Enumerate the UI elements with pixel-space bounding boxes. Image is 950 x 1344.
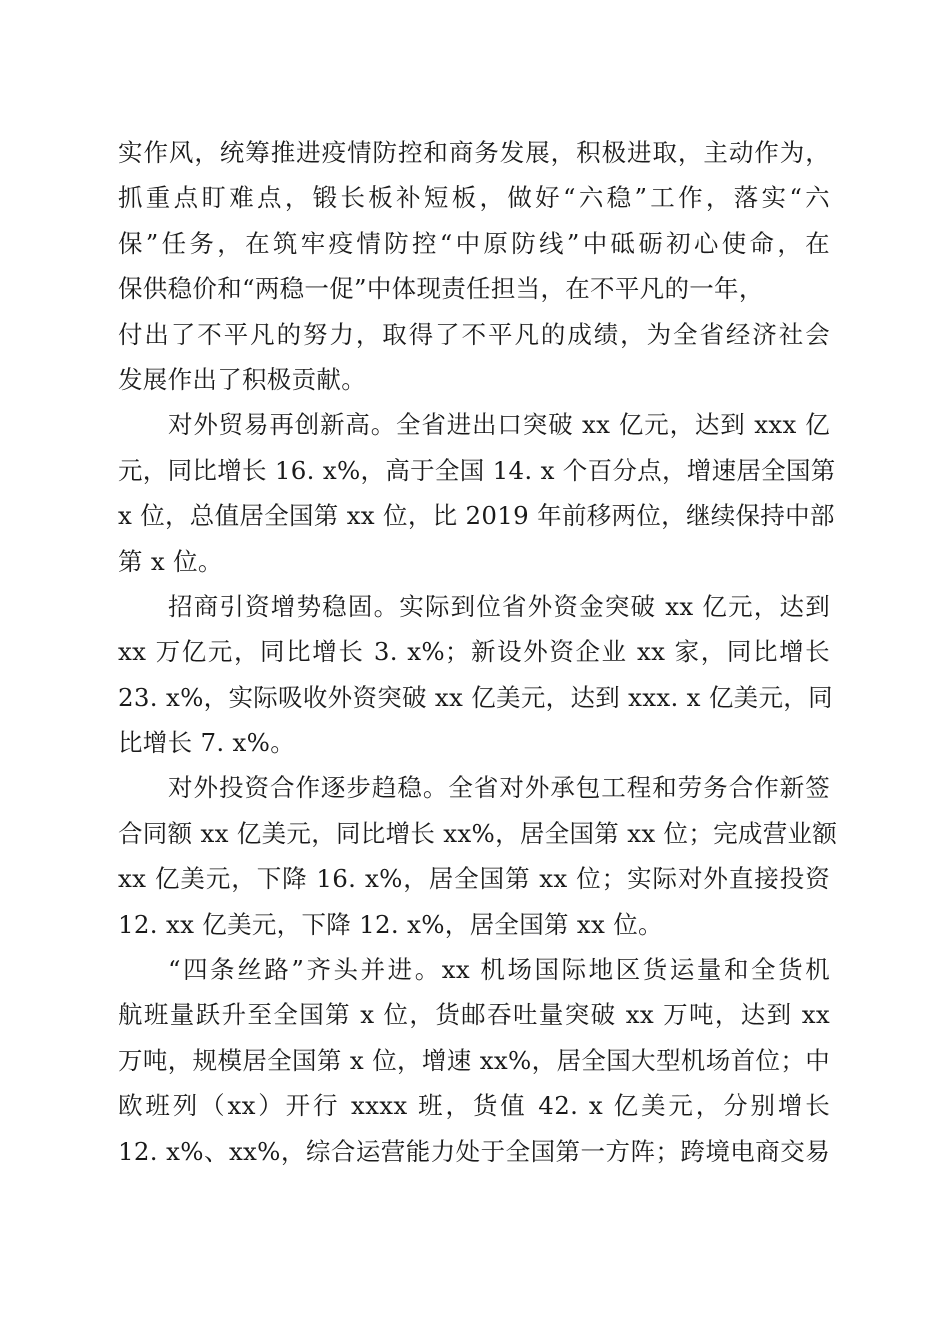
paragraph-1-line-2: 抓重点盯难点，锻长板补短板，做好“六稳”工作，落实“六	[118, 183, 830, 213]
document-body	[118, 130, 838, 1174]
paragraph-3-line-1: 招商引资增势稳固。实际到位省外资金突破 xx 亿元，达到	[168, 591, 830, 621]
paragraph-2-line-3: x 位，总值居全国第 xx 位，比 2019 年前移两位，继续保持中部	[118, 501, 835, 531]
paragraph-4-line-3: xx 亿美元，下降 16. x%，居全国第 xx 位；实际对外直接投资	[118, 864, 830, 894]
paragraph-3-line-3: 23. x%，实际吸收外资突破 xx 亿美元，达到 xxx. x 亿美元，同	[118, 682, 833, 712]
paragraph-5-line-5: 12. x%、xx%，综合运营能力处于全国第一方阵；跨境电商交易	[118, 1136, 830, 1166]
paragraph-5-line-4: 欧班列（xx）开行 xxxx 班，货值 42. x 亿美元，分别增长	[118, 1091, 830, 1121]
paragraph-5-line-1: “四条丝路”齐头并进。xx 机场国际地区货运量和全货机	[168, 955, 830, 985]
paragraph-5-line-2: 航班量跃升至全国第 x 位，货邮吞吐量突破 xx 万吨，达到 xx	[118, 1000, 830, 1030]
paragraph-1-line-5: 付出了不平凡的努力，取得了不平凡的成绩，为全省经济社会	[118, 319, 830, 349]
paragraph-4-line-4: 12. xx 亿美元，下降 12. x%，居全国第 xx 位。	[118, 909, 663, 939]
paragraph-1-line-4: 保供稳价和“两稳一促”中体现责任担当，在不平凡的一年，	[118, 274, 764, 304]
paragraph-1-line-6: 发展作出了积极贡献。	[118, 364, 366, 394]
paragraph-2-line-4: 第 x 位。	[118, 546, 223, 576]
paragraph-4-line-2: 合同额 xx 亿美元，同比增长 xx%，居全国第 xx 位；完成营业额	[118, 818, 838, 848]
paragraph-2-line-2: 元，同比增长 16. x%，高于全国 14. x 个百分点，增速居全国第	[118, 455, 836, 485]
paragraph-2-line-1: 对外贸易再创新高。全省进出口突破 xx 亿元，达到 xxx 亿	[168, 410, 830, 440]
paragraph-3-line-2: xx 万亿元，同比增长 3. x%；新设外资企业 xx 家，同比增长	[118, 637, 830, 667]
paragraph-3-line-4: 比增长 7. x%。	[118, 728, 296, 758]
paragraph-1-line-1: 实作风，统筹推进疫情防控和商务发展，积极进取，主动作为，	[118, 138, 830, 167]
paragraph-1-line-3: 保”任务，在筑牢疫情防控“中原防线”中砥砺初心使命，在	[118, 228, 830, 258]
paragraph-4-line-1: 对外投资合作逐步趋稳。全省对外承包工程和劳务合作新签	[168, 773, 830, 803]
paragraph-5-line-3: 万吨，规模居全国第 x 位，增速 xx%，居全国大型机场首位；中	[118, 1045, 830, 1075]
